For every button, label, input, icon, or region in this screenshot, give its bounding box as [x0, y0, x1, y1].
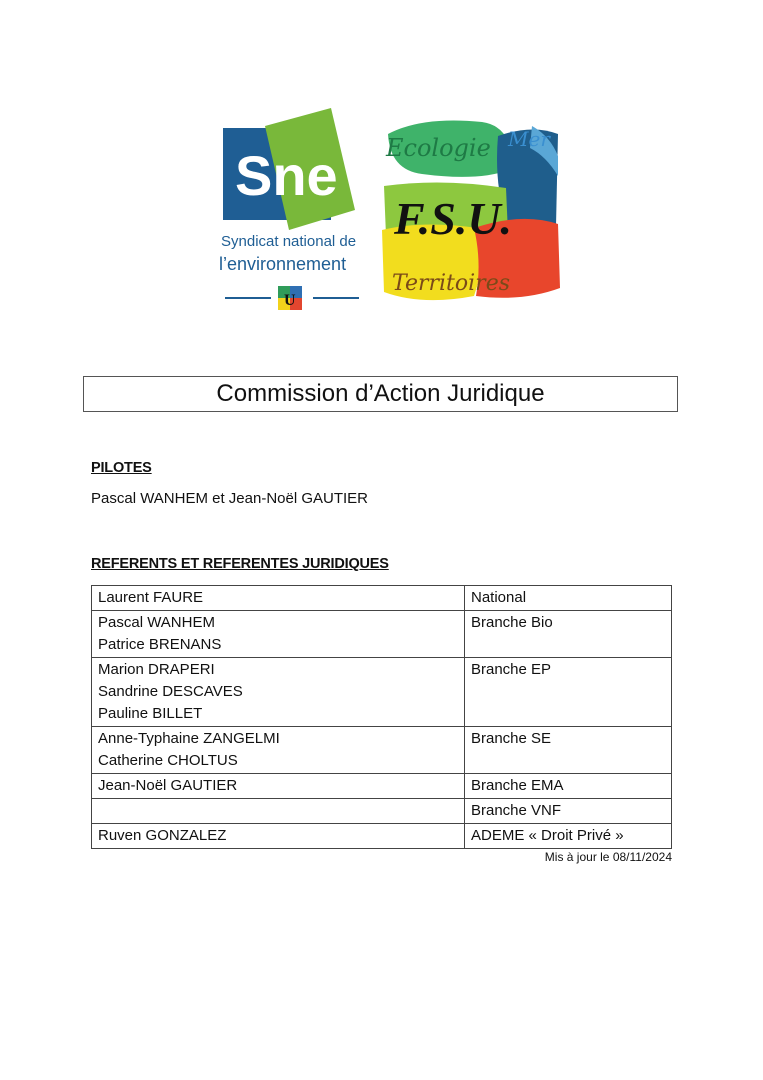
referent-name: Anne-Typhaine ZANGELMI	[98, 730, 280, 747]
referent-names-cell	[92, 658, 465, 727]
referent-branch: ADEME « Droit Privé »	[471, 827, 624, 844]
fsu-logo-bottom: Territoires	[392, 271, 511, 296]
referent-branch: Branche EMA	[471, 777, 564, 794]
referent-branch: Branche EP	[471, 661, 552, 678]
document-title: Commission d’Action Juridique	[83, 376, 678, 412]
referents-table	[91, 585, 672, 849]
referent-branch-cell	[465, 824, 672, 849]
referent-branch: Branche VNF	[471, 802, 562, 819]
fsu-badge-icon	[278, 286, 302, 310]
referent-branch-cell	[465, 586, 672, 611]
table-row	[92, 658, 672, 727]
sne-logo-line2: l’environnement	[219, 254, 347, 274]
pilotes-heading: PILOTES	[91, 460, 152, 476]
referent-name: Catherine CHOLTUS	[98, 752, 238, 769]
updated-date: Mis à jour le 08/11/2024	[544, 850, 672, 864]
table-row	[92, 824, 672, 849]
referent-names-cell	[92, 611, 465, 658]
sne-logo	[205, 100, 375, 330]
table-row	[92, 611, 672, 658]
referent-branch: Branche Bio	[471, 614, 553, 631]
referent-names-cell	[92, 824, 465, 849]
referent-names-cell	[92, 586, 465, 611]
referents-heading: REFERENTS ET REFERENTES JURIDIQUES	[91, 556, 389, 572]
fsu-logo	[382, 112, 562, 308]
table-row	[92, 586, 672, 611]
referent-name: Jean-Noël GAUTIER	[98, 777, 238, 794]
referent-name: Pascal WANHEM	[98, 614, 215, 631]
table-row	[92, 727, 672, 774]
fsu-logo-top: Ecologie	[386, 134, 491, 162]
referent-branch-cell	[465, 799, 672, 824]
referent-branch: National	[471, 589, 527, 606]
referent-branch-cell	[465, 658, 672, 727]
referent-names-cell	[92, 727, 465, 774]
pilotes-names: Pascal WANHEM et Jean-Noël GAUTIER	[91, 490, 369, 507]
referent-branch: Branche SE	[471, 730, 552, 747]
fsu-badge-letter: U	[284, 292, 296, 309]
referent-name: Sandrine DESCAVES	[98, 683, 243, 700]
table-row	[92, 774, 672, 799]
referent-branch-cell	[465, 774, 672, 799]
fsu-logo-center: F.S.U.	[394, 193, 513, 244]
referent-names-cell	[92, 774, 465, 799]
referent-name: Pauline BILLET	[98, 705, 203, 722]
referent-name: Laurent FAURE	[98, 589, 204, 606]
fsu-logo-right: Mer	[508, 127, 550, 151]
referent-names-cell	[92, 799, 465, 824]
referent-name: Patrice BRENANS	[98, 636, 222, 653]
referent-branch-cell	[465, 727, 672, 774]
table-row	[92, 799, 672, 824]
referent-name: Ruven GONZALEZ	[98, 827, 227, 844]
sne-logo-line1: Syndicat national de	[221, 233, 357, 250]
referent-branch-cell	[465, 611, 672, 658]
sne-logo-mark: Sne	[235, 144, 338, 207]
referent-name: Marion DRAPERI	[98, 661, 215, 678]
referent-name-empty	[98, 800, 457, 822]
